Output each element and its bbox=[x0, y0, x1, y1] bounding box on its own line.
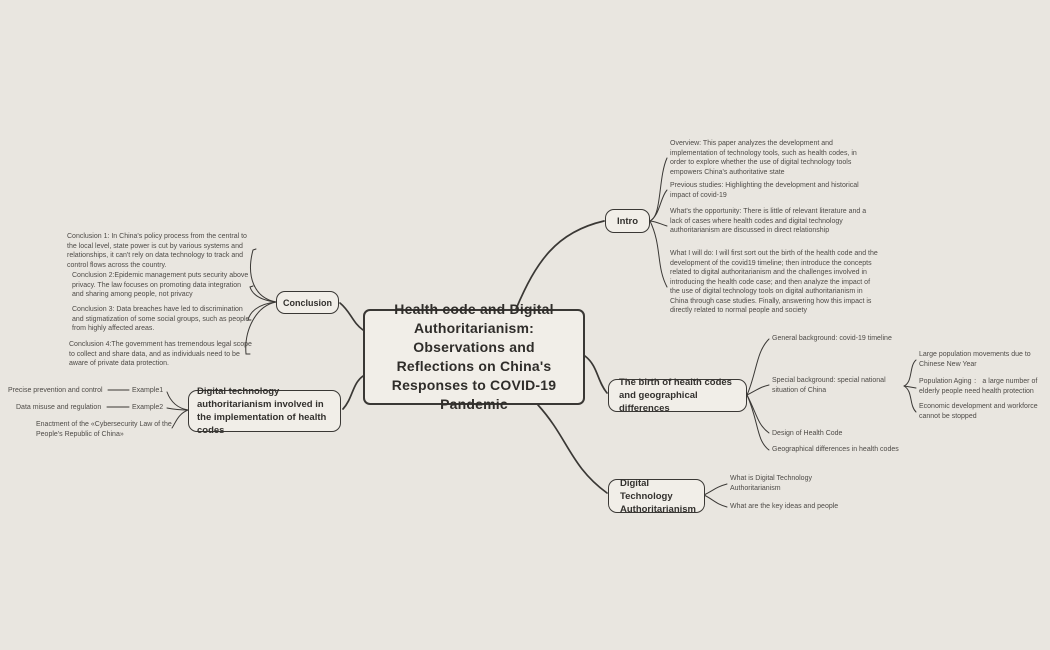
connector-intro-item bbox=[650, 221, 667, 226]
implementation-cause[interactable]: Data misuse and regulation bbox=[16, 404, 102, 411]
implementation-example[interactable]: Example2 bbox=[132, 404, 164, 411]
connector-birth-item bbox=[747, 395, 769, 450]
connector-intro-item bbox=[650, 158, 667, 221]
special-background-detail[interactable]: Large population movements due to Chinese New Year bbox=[919, 351, 1031, 368]
conclusion-item[interactable]: Conclusion 2:Epidemic management puts security above privacy. The law focuses on promoting data integration and sharing among people, not privacy bbox=[72, 272, 249, 298]
connector-central-conclusion bbox=[340, 303, 363, 330]
conclusion-item[interactable]: Conclusion 3: Data breaches have led to discrimination and stigmatization of some social groups, such as people from highly affected areas. bbox=[72, 306, 250, 332]
connector-dta-item bbox=[704, 484, 727, 495]
intro-item[interactable]: Overview: This paper analyzes the development and implementation of technology tools, such as health codes, in order to explore whether the use of digital technology tools empowers China's authoritative state bbox=[670, 140, 857, 176]
intro-item[interactable]: What's the opportunity: There is little of relevant literature and a lack of cases where health codes and digital technology authoritarianism are discussed in direct relationship bbox=[670, 208, 867, 234]
implementation-law[interactable]: Enactment of the «Cybersecurity Law of the People's Republic of China» bbox=[36, 421, 172, 438]
connector-central-birth bbox=[585, 356, 607, 393]
implementation-example[interactable]: Example1 bbox=[132, 387, 164, 394]
intro-item[interactable]: Previous studies: Highlighting the development and historical impact of covid-19 bbox=[670, 182, 859, 199]
special-background-detail[interactable]: Economic development and workforce cannot be stopped bbox=[919, 403, 1038, 420]
special-background-detail[interactable]: Population Aging ： a large number of elderly people need health protection bbox=[919, 378, 1038, 395]
implementation-cause[interactable]: Precise prevention and control bbox=[8, 387, 103, 394]
connector-intro-item bbox=[650, 190, 667, 221]
connector-implementation-example1 bbox=[167, 392, 188, 410]
connector-central-authoritarianism bbox=[538, 405, 607, 493]
birth-item[interactable]: Geographical differences in health codes bbox=[772, 446, 899, 453]
dta-item[interactable]: What are the key ideas and people bbox=[730, 503, 839, 510]
connector-birth-item bbox=[747, 339, 769, 395]
birth-item[interactable]: General background: covid-19 timeline bbox=[772, 335, 892, 342]
connector-central-implementation bbox=[343, 376, 363, 409]
connector-central-intro bbox=[516, 221, 604, 309]
birth-item[interactable]: Special background: special national situation of China bbox=[772, 377, 886, 394]
topic-implementation[interactable]: Digital technology authoritarianism involved in the implementation of health codes bbox=[188, 390, 341, 432]
connector-intro-item bbox=[650, 221, 667, 287]
central-topic[interactable]: Health code and Digital Authoritarianism: Observations and Reflections on China's Responses to COVID-19 Pandemic bbox=[363, 309, 585, 405]
connector-conclusion-item bbox=[250, 286, 276, 302]
topic-intro[interactable]: Intro bbox=[605, 209, 650, 233]
topic-birth-health-codes[interactable]: The birth of health codes and geographical differences bbox=[608, 379, 747, 412]
intro-item[interactable]: What I will do: I will first sort out the birth of the health code and the development of the covid19 timeline; then introduce the concepts related to digital authoritarianism and the challenges involved in introducing the health code case; and then analyze the impact of the use of digital technology tools on digital authoritarianism in China through case studies. Finally, answering how this impact is directly related to normal people and society bbox=[670, 250, 878, 314]
connector-dta-item bbox=[704, 495, 727, 507]
topic-conclusion[interactable]: Conclusion bbox=[276, 291, 339, 314]
birth-item[interactable]: Design of Health Code bbox=[772, 430, 843, 437]
conclusion-item[interactable]: Conclusion 4:The government has tremendous legal scope to collect and share data, and as individuals need to be aware of private data protection. bbox=[69, 341, 252, 367]
connector-birth-item bbox=[747, 395, 769, 433]
topic-digital-tech-authoritarianism[interactable]: Digital Technology Authoritarianism bbox=[608, 479, 705, 513]
conclusion-item[interactable]: Conclusion 1: In China's policy process from the central to the local level, state power is cut by various systems and relationships, it can't rely on data technology to track and control flows across the country. bbox=[67, 233, 247, 269]
dta-item[interactable]: What is Digital Technology Authoritarianism bbox=[730, 475, 812, 492]
